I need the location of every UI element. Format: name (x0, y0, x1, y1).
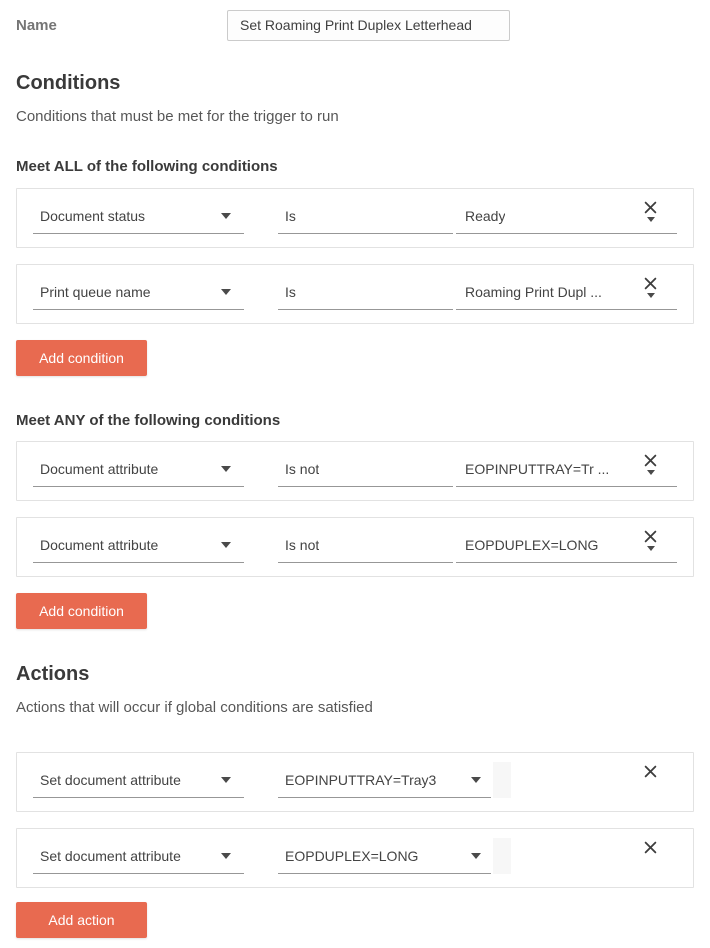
chevron-down-icon (221, 289, 231, 295)
remove-condition-button[interactable] (644, 201, 657, 214)
remove-action-button[interactable] (644, 765, 657, 778)
close-icon (644, 530, 657, 543)
row-controls (644, 765, 657, 778)
condition-value-text: Roaming Print Dupl ... (465, 283, 602, 300)
close-icon (644, 765, 657, 778)
action-value-text: EOPDUPLEX=LONG (285, 847, 419, 864)
chevron-down-icon (221, 466, 231, 472)
name-label: Name (16, 16, 57, 34)
action-value-select[interactable] (278, 762, 491, 798)
condition-attribute-value: Document status (40, 207, 146, 224)
close-icon (644, 454, 657, 467)
condition-operator-value: Is (285, 207, 296, 224)
chevron-down-icon (221, 853, 231, 859)
remove-condition-button[interactable] (644, 454, 657, 467)
row-controls (644, 201, 657, 222)
disabled-extra-field (493, 762, 511, 798)
chevron-down-icon (221, 213, 231, 219)
add-action-button[interactable]: Add action (16, 902, 147, 938)
condition-value-text: Ready (465, 207, 506, 224)
condition-attribute-value: Document attribute (40, 460, 159, 477)
chevron-down-icon (221, 542, 231, 548)
condition-attribute-select[interactable] (33, 198, 244, 234)
name-row (16, 9, 694, 41)
remove-condition-button[interactable] (644, 277, 657, 290)
condition-row (16, 517, 694, 577)
condition-attribute-value: Print queue name (40, 283, 151, 300)
action-value-text: EOPINPUTTRAY=Tray3 (285, 771, 437, 788)
condition-row (16, 441, 694, 501)
row-controls (644, 841, 657, 854)
chevron-down-icon (647, 546, 655, 551)
action-row (16, 828, 694, 888)
condition-operator-select[interactable] (278, 198, 453, 234)
disabled-extra-field (493, 838, 511, 874)
action-type-value: Set document attribute (40, 847, 181, 864)
conditions-title: Conditions (16, 72, 121, 94)
remove-condition-button[interactable] (644, 530, 657, 543)
condition-attribute-select[interactable] (33, 451, 244, 487)
add-condition-button[interactable]: Add condition (16, 593, 147, 629)
close-icon (644, 277, 657, 290)
actions-subtitle: Actions that will occur if global conditions are satisfied (16, 699, 373, 716)
actions-title: Actions (16, 663, 90, 685)
condition-operator-select[interactable] (278, 274, 453, 310)
chevron-down-icon (647, 217, 655, 222)
action-type-select[interactable] (33, 762, 244, 798)
condition-operator-value: Is not (285, 536, 320, 553)
condition-row (16, 188, 694, 248)
add-condition-button[interactable]: Add condition (16, 340, 147, 376)
row-controls (644, 530, 657, 551)
action-type-select[interactable] (33, 838, 244, 874)
name-input[interactable] (227, 10, 510, 41)
condition-row (16, 264, 694, 324)
condition-value-text: EOPINPUTTRAY=Tr ... (465, 460, 610, 477)
chevron-down-icon (221, 777, 231, 783)
condition-attribute-select[interactable] (33, 274, 244, 310)
chevron-down-icon (647, 293, 655, 298)
group-label-any: Meet ANY of the following conditions (16, 412, 281, 429)
row-controls (644, 277, 657, 298)
action-row (16, 752, 694, 812)
action-value-select[interactable] (278, 838, 491, 874)
condition-operator-select[interactable] (278, 451, 453, 487)
remove-action-button[interactable] (644, 841, 657, 854)
chevron-down-icon (647, 470, 655, 475)
chevron-down-icon (471, 853, 481, 859)
row-controls (644, 454, 657, 475)
chevron-down-icon (471, 777, 481, 783)
condition-operator-select[interactable] (278, 527, 453, 563)
close-icon (644, 201, 657, 214)
conditions-subtitle: Conditions that must be met for the trigger to run (16, 108, 339, 125)
condition-attribute-select[interactable] (33, 527, 244, 563)
condition-operator-value: Is not (285, 460, 320, 477)
group-label-all: Meet ALL of the following conditions (16, 158, 278, 175)
condition-operator-value: Is (285, 283, 296, 300)
condition-value-text: EOPDUPLEX=LONG (465, 536, 599, 553)
close-icon (644, 841, 657, 854)
action-type-value: Set document attribute (40, 771, 181, 788)
condition-attribute-value: Document attribute (40, 536, 159, 553)
